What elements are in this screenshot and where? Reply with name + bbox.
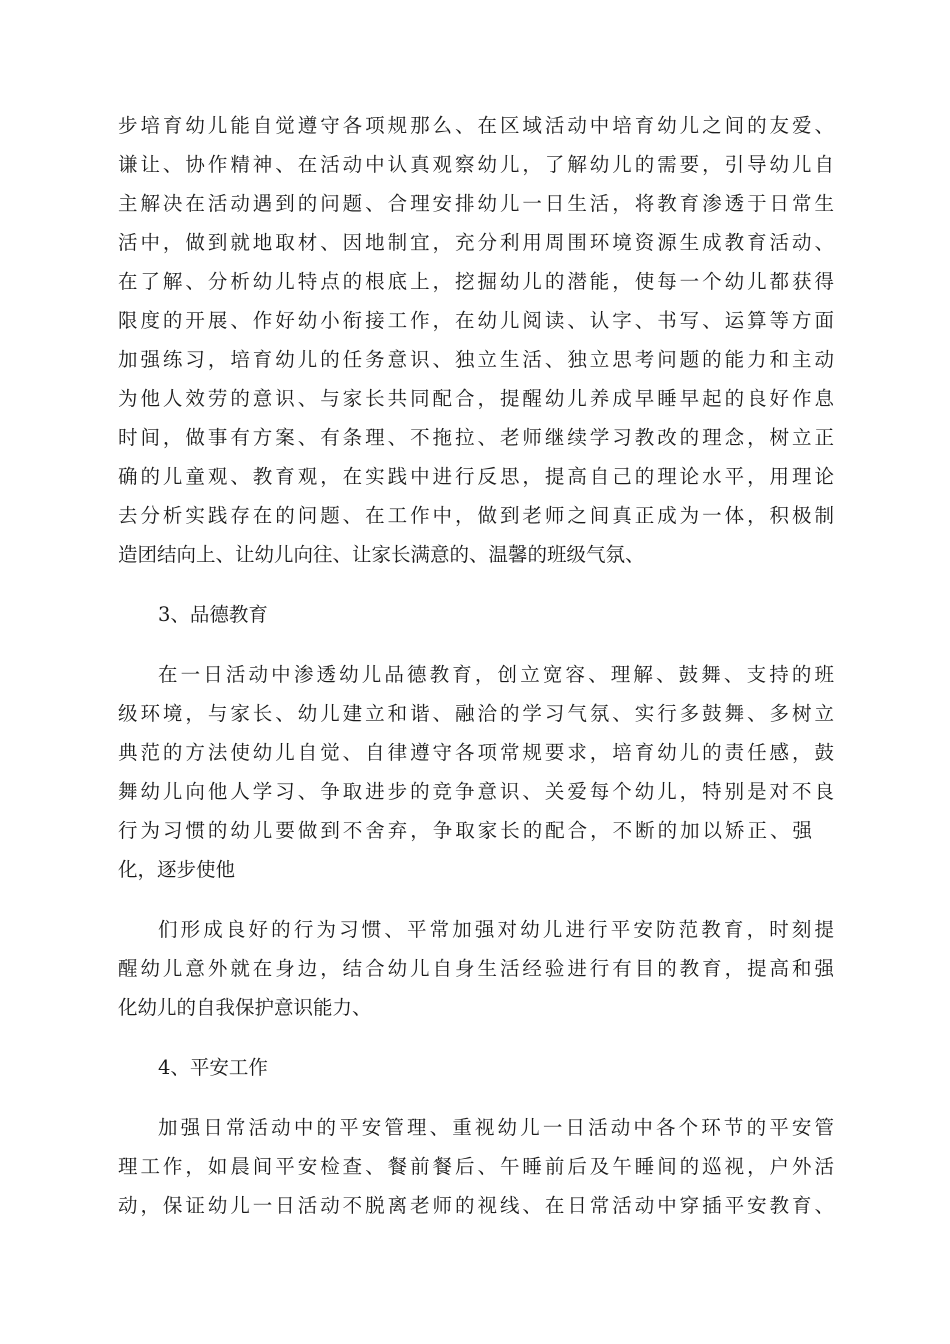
paragraph-safety-work (118, 1108, 834, 1225)
section-heading-moral-education (118, 595, 834, 634)
text-line: 动，保证幼儿一日活动不脱离老师的视线、在日常活动中穿插平安教育、 (118, 1194, 834, 1217)
text-line: 步培育幼儿能自觉遵守各项规那么、在区域活动中培育幼儿之间的友爱、 (118, 114, 834, 137)
text-line: 主解决在活动遇到的问题、合理安排幼儿一日生活，将教育渗透于日常生 (118, 192, 834, 215)
heading-text: 4、平安工作 (158, 1056, 268, 1079)
text-line: 典范的方法使幼儿自觉、自律遵守各项常规要求，培育幼儿的责任感，鼓 (118, 741, 834, 764)
text-line: 化幼儿的自我保护意识能力、 (118, 996, 372, 1019)
text-line: 限度的开展、作好幼小衔接工作，在幼儿阅读、认字、书写、运算等方面 (118, 309, 834, 332)
paragraph-moral-education-continued (118, 910, 834, 1027)
text-line: 加强练习，培育幼儿的任务意识、独立生活、独立思考问题的能力和主动 (118, 348, 834, 371)
text-line: 确的儿童观、教育观，在实践中进行反思，提高自己的理论水平，用理论 (118, 465, 834, 488)
text-line: 醒幼儿意外就在身边，结合幼儿自身生活经验进行有目的教育，提高和强 (118, 957, 834, 980)
paragraph-class-management (118, 106, 834, 574)
text-line: 舞幼儿向他人学习、争取进步的竞争意识、关爱每个幼儿，特别是对不良 (118, 780, 834, 803)
text-line: 为他人效劳的意识、与家长共同配合，提醒幼儿养成早睡早起的良好作息 (118, 387, 834, 410)
text-line: 理工作，如晨间平安检查、餐前餐后、午睡前后及午睡间的巡视，户外活 (118, 1155, 834, 1178)
text-line: 谦让、协作精神、在活动中认真观察幼儿，了解幼儿的需要，引导幼儿自 (118, 153, 834, 176)
text-line: 在一日活动中渗透幼儿品德教育，创立宽容、理解、鼓舞、支持的班 (158, 663, 834, 686)
text-line: 们形成良好的行为习惯、平常加强对幼儿进行平安防范教育，时刻提 (158, 918, 834, 941)
paragraph-moral-education (118, 655, 834, 889)
heading-text: 3、品德教育 (158, 603, 268, 626)
text-line: 在了解、分析幼儿特点的根底上，挖掘幼儿的潜能，使每一个幼儿都获得 (118, 270, 834, 293)
text-line: 去分析实践存在的问题、在工作中，做到老师之间真正成为一体，积极制 (118, 504, 834, 527)
document-page (118, 106, 834, 1246)
text-line: 化，逐步使他 (118, 858, 236, 881)
text-line: 加强日常活动中的平安管理、重视幼儿一日活动中各个环节的平安管 (158, 1116, 834, 1139)
text-line: 活中，做到就地取材、因地制宜，充分利用周围环境资源生成教育活动、 (118, 231, 834, 254)
text-line: 时间，做事有方案、有条理、不拖拉、老师继续学习教改的理念，树立正 (118, 426, 834, 449)
section-heading-safety-work (118, 1048, 834, 1087)
text-line: 行为习惯的幼儿要做到不舍弃，争取家长的配合，不断的加以矫正、强 (118, 819, 812, 842)
text-line: 造团结向上、让幼儿向往、让家长满意的、温馨的班级气氛、 (118, 543, 645, 566)
text-line: 级环境，与家长、幼儿建立和谐、融洽的学习气氛、实行多鼓舞、多树立 (118, 702, 834, 725)
